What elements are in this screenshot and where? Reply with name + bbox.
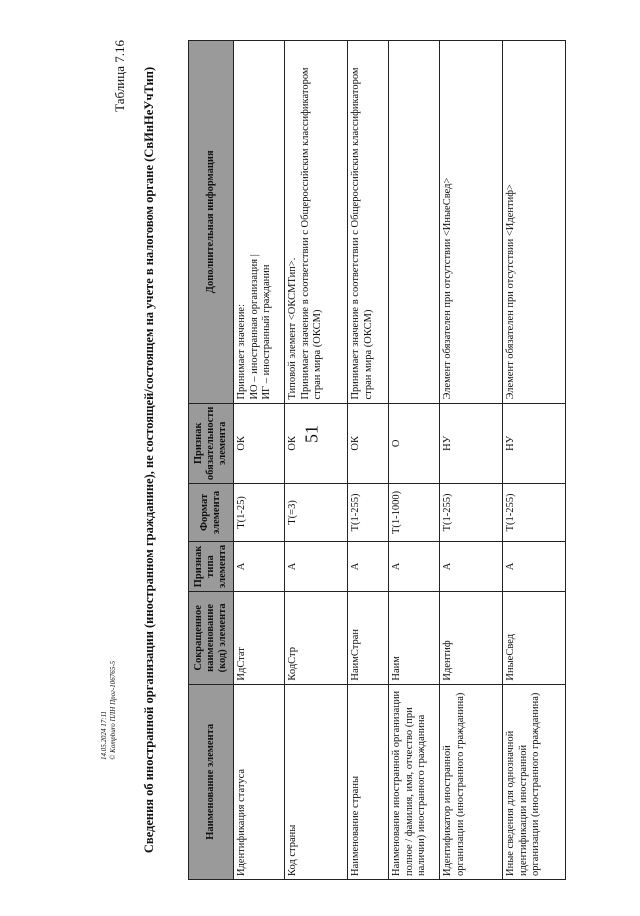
rotated-document xyxy=(112,40,541,880)
table-title: Сведения об иностранной организации (иностранном гражданине), не состоящей/состоящем на учете в налоговом органе (СвИнНеУчТип) xyxy=(142,66,156,854)
cell-required: ОК xyxy=(348,403,389,484)
cell-name: Идентификатор иностранной организации (иностранного гражданина) xyxy=(440,684,503,879)
table-number: Таблица 7.16 xyxy=(112,40,127,112)
cell-info xyxy=(440,41,503,404)
cell-format: Т(=3) xyxy=(285,484,348,542)
info-line: ИО – иностранная организация | xyxy=(248,254,260,400)
cell-info xyxy=(285,41,348,404)
cell-name: Наименование иностранной организации полное / фамилия, имя, отчество (при наличии) иностранного гражданина xyxy=(389,684,440,879)
info-line: Принимает значение: xyxy=(236,303,247,400)
cell-format: Т(1-255) xyxy=(348,484,389,542)
cell-code: Наим xyxy=(389,592,440,684)
cell-format: Т(1-255) xyxy=(440,484,503,542)
cell-info xyxy=(234,41,285,404)
info-line: Принимает значение в соответствии с Общероссийским классификатором стран мира (ОКСМ) xyxy=(299,67,323,400)
col-header-code: Сокращенное наименование (код) элемента xyxy=(189,592,234,684)
cell-code: ИныеСвед xyxy=(503,592,566,684)
col-header-info: Дополнительная информация xyxy=(189,41,234,404)
cell-required: НУ xyxy=(440,403,503,484)
cell-code: КодСтр xyxy=(285,592,348,684)
col-header-format: Формат элемента xyxy=(189,484,234,542)
table-row xyxy=(503,41,566,880)
footer-date: 14.05.2024 17:11 xyxy=(100,710,108,760)
cell-type: А xyxy=(389,541,440,591)
table-row xyxy=(440,41,503,880)
info-line: ИГ – иностранный гражданин xyxy=(261,264,272,400)
cell-name: Иные сведения для однозначной идентификации иностранной организации (иностранного гражданина) xyxy=(503,684,566,879)
cell-required: ОК xyxy=(234,403,285,484)
cell-info xyxy=(503,41,566,404)
table-row xyxy=(389,41,440,880)
info-line: Элемент обязателен при отсутствии <Идентиф> xyxy=(505,184,516,400)
cell-required: О xyxy=(389,403,440,484)
cell-type: А xyxy=(348,541,389,591)
cell-name: Идентификация статуса xyxy=(234,684,285,879)
cell-format: Т(1-25) xyxy=(234,484,285,542)
cell-required: НУ xyxy=(503,403,566,484)
cell-name: Наименование страны xyxy=(348,684,389,879)
cell-type: А xyxy=(503,541,566,591)
table-row xyxy=(285,41,348,880)
info-line: Элемент обязателен при отсутствии <ИныеСвед> xyxy=(442,177,453,400)
col-header-type: Признак типа элемента xyxy=(189,541,234,591)
table-header-row xyxy=(189,41,234,880)
page-number: 51 xyxy=(301,425,322,443)
cell-code: Идентиф xyxy=(440,592,503,684)
cell-type: А xyxy=(440,541,503,591)
cell-name: Код страны xyxy=(285,684,348,879)
col-header-required: Признак обязательности элемента xyxy=(189,403,234,484)
table-row xyxy=(234,41,285,880)
cell-type: А xyxy=(285,541,348,591)
table-row xyxy=(348,41,389,880)
cell-required: ОК xyxy=(285,403,348,484)
col-header-name: Наименование элемента xyxy=(189,684,234,879)
cell-format: Т(1-1000) xyxy=(389,484,440,542)
cell-format: Т(1-255) xyxy=(503,484,566,542)
cell-code: НаимСтран xyxy=(348,592,389,684)
cell-type: А xyxy=(234,541,285,591)
cell-info xyxy=(348,41,389,404)
footer-code: © Kompburo ПЛН Прог-106765-5 xyxy=(109,660,117,760)
elements-table xyxy=(188,40,566,880)
cell-code: ИдСтат xyxy=(234,592,285,684)
info-line: Типовой элемент <ОКСМТип>. xyxy=(287,257,298,400)
cell-info xyxy=(389,41,440,404)
info-line: Принимает значение в соответствии с Общероссийским классификатором стран мира (ОКСМ) xyxy=(350,67,374,400)
